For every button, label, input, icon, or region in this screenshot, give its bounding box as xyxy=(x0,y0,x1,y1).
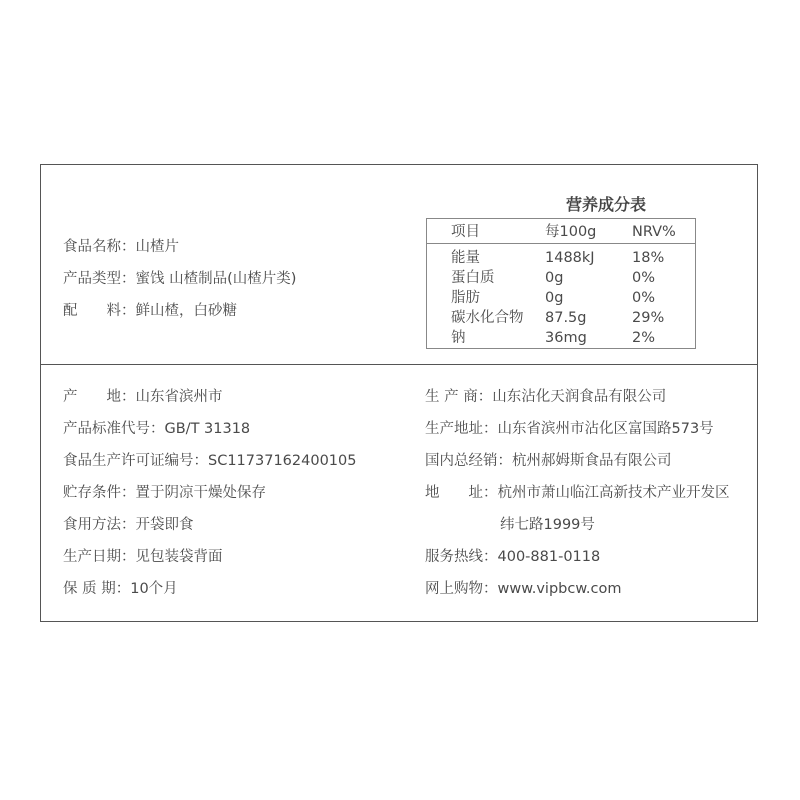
nutrition-header-per100g: 每100g xyxy=(545,224,597,240)
section-divider xyxy=(41,364,757,365)
nutrition-row-name: 蛋白质 xyxy=(451,270,495,286)
field-key: 生 产 商： xyxy=(425,389,493,405)
nutrition-row-amount: 0g xyxy=(545,270,564,286)
nutrition-row-amount: 87.5g xyxy=(545,310,587,326)
nutrition-header-item: 项目 xyxy=(451,224,480,240)
field-key: 保 质 期： xyxy=(63,581,131,597)
usage-field xyxy=(63,515,194,535)
nutrition-row-amount: 36mg xyxy=(545,330,587,346)
nutrition-row-name: 碳水化合物 xyxy=(451,310,524,326)
ingredients-field xyxy=(63,301,237,321)
field-value: SC11737162400105 xyxy=(208,453,357,469)
distributor-address-field xyxy=(425,483,730,503)
field-value: 山东沾化天润食品有限公司 xyxy=(492,389,667,405)
field-value: 山东省滨州市 xyxy=(135,389,223,405)
field-key: 贮存条件： xyxy=(63,485,136,501)
field-value: www.vipbcw.com xyxy=(497,581,622,597)
field-key: 食用方法： xyxy=(63,517,136,533)
distributor-address-continued xyxy=(500,515,595,535)
field-value: 开袋即食 xyxy=(135,517,194,533)
field-key: 生产日期： xyxy=(63,549,136,565)
nutrition-row-nrv: 0% xyxy=(632,270,656,286)
online-shop-field xyxy=(425,579,621,599)
field-value: 400-881-0118 xyxy=(497,549,601,565)
field-value: 置于阴凉干燥处保存 xyxy=(135,485,266,501)
nutrition-row-name: 脂肪 xyxy=(451,290,480,306)
field-key: 地 址： xyxy=(425,485,498,501)
manufacturer-field xyxy=(425,387,666,407)
origin-field xyxy=(63,387,223,407)
nutrition-row-nrv: 2% xyxy=(632,330,656,346)
distributor-field xyxy=(425,451,672,471)
production-address-field xyxy=(425,419,714,439)
nutrition-row-amount: 1488kJ xyxy=(545,250,595,266)
product-name-field xyxy=(63,237,179,257)
storage-field xyxy=(63,483,266,503)
nutrition-row-nrv: 0% xyxy=(632,290,656,306)
product-type-value: 蜜饯 山楂制品(山楂片类) xyxy=(135,271,297,287)
product-type-key: 产品类型： xyxy=(63,271,136,287)
ingredients-value: 鲜山楂，白砂糖 xyxy=(135,303,237,319)
field-key: 国内总经销： xyxy=(425,453,512,469)
field-key: 产 地： xyxy=(63,389,136,405)
shelf-life-field xyxy=(63,579,178,599)
hotline-field xyxy=(425,547,600,567)
field-value: 杭州市萧山临江高新技术产业开发区 xyxy=(497,485,730,501)
ingredients-key: 配 料： xyxy=(63,303,136,319)
nutrition-row-nrv: 29% xyxy=(632,310,665,326)
nutrition-title: 营养成分表 xyxy=(565,195,646,214)
standard-code-field xyxy=(63,419,250,439)
field-value: 见包装袋背面 xyxy=(135,549,223,565)
field-value: 杭州郝姆斯食品有限公司 xyxy=(512,453,672,469)
product-name-key: 食品名称： xyxy=(63,239,136,255)
nutrition-row-name: 能量 xyxy=(451,250,480,266)
field-value: GB/T 31318 xyxy=(164,421,251,437)
product-type-field xyxy=(63,269,296,289)
product-name-value: 山楂片 xyxy=(135,239,179,255)
field-value: 山东省滨州市沾化区富国路573号 xyxy=(497,421,714,437)
field-key: 食品生产许可证编号： xyxy=(63,453,208,469)
field-key: 网上购物： xyxy=(425,581,498,597)
nutrition-row-nrv: 18% xyxy=(632,250,665,266)
field-key: 产品标准代号： xyxy=(63,421,165,437)
license-number-field xyxy=(63,451,356,471)
nutrition-header-divider xyxy=(427,243,695,244)
nutrition-header-nrv: NRV% xyxy=(632,224,676,240)
production-date-field xyxy=(63,547,223,567)
product-label xyxy=(40,164,758,622)
nutrition-table xyxy=(426,218,696,349)
nutrition-row-amount: 0g xyxy=(545,290,564,306)
field-value: 纬七路1999号 xyxy=(500,517,595,533)
nutrition-row-name: 钠 xyxy=(451,330,466,346)
field-value: 10个月 xyxy=(130,581,178,597)
field-key: 服务热线： xyxy=(425,549,498,565)
field-key: 生产地址： xyxy=(425,421,498,437)
